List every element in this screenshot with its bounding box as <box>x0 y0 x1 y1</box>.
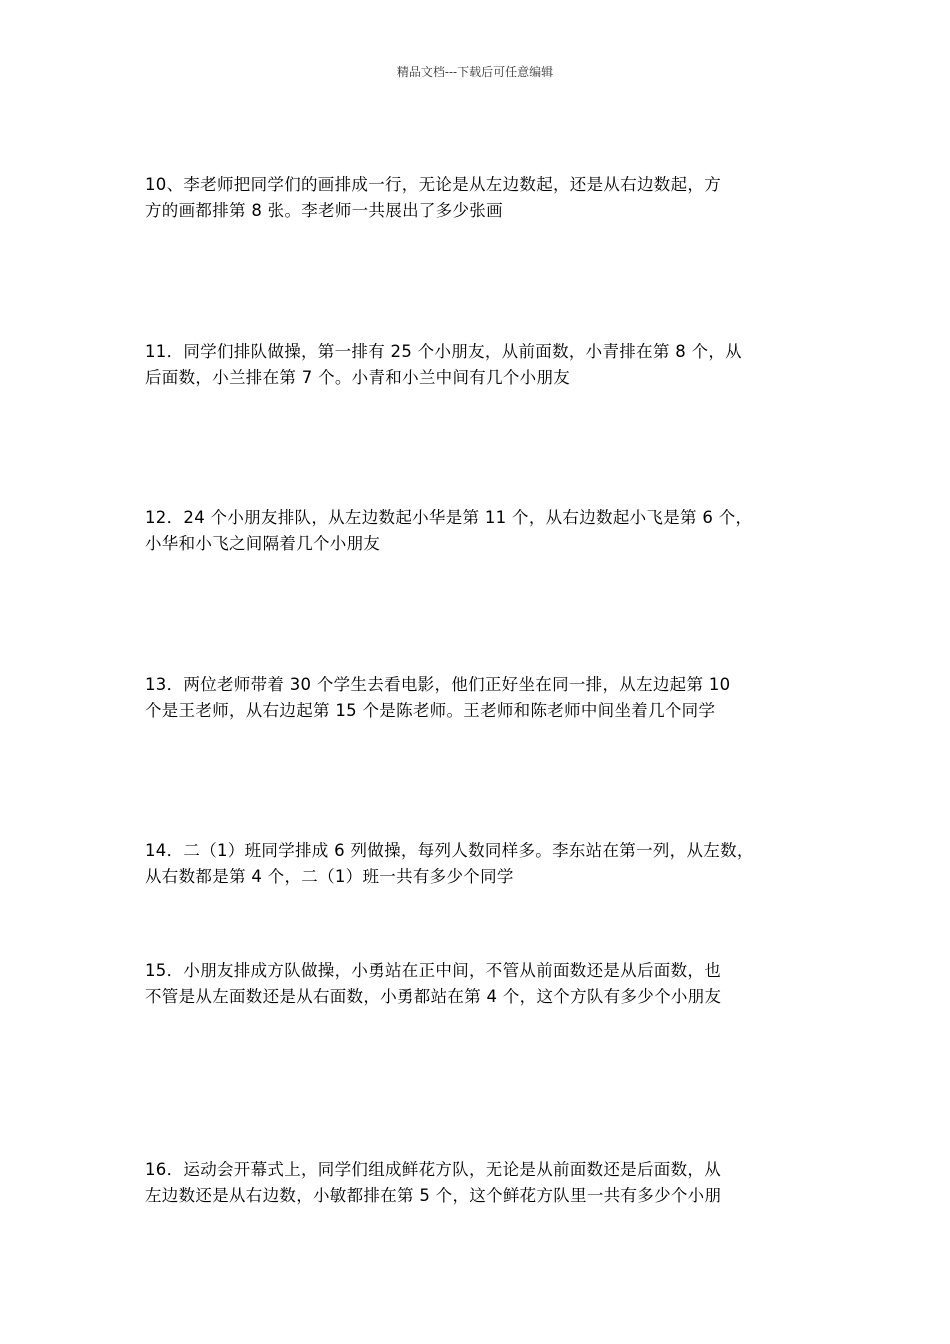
question-line: 13．两位老师带着 30 个学生去看电影，他们正好坐在同一排，从左边起第 10 <box>145 675 731 694</box>
question-line: 12．24 个小朋友排队，从左边数起小华是第 11 个，从右边数起小飞是第 6 个， <box>145 508 753 527</box>
question-line: 16．运动会开幕式上，同学们组成鲜花方队，无论是从前面数还是后面数，从 <box>145 1160 721 1179</box>
question-11 <box>145 339 825 391</box>
question-line: 从右数都是第 4 个，二（1）班一共有多少个同学 <box>145 867 514 886</box>
question-line: 14．二（1）班同学排成 6 列做操，每列人数同样多。李东站在第一列，从左数， <box>145 841 754 860</box>
question-line: 15．小朋友排成方队做操，小勇站在正中间，不管从前面数还是从后面数，也 <box>145 961 721 980</box>
question-line: 个是王老师，从右边起第 15 个是陈老师。王老师和陈老师中间坐着几个同学 <box>145 701 716 720</box>
page-header: 精品文档---下载后可任意编辑 <box>396 65 554 79</box>
question-line: 方的画都排第 8 张。李老师一共展出了多少张画 <box>145 201 503 220</box>
question-14 <box>145 838 825 890</box>
question-12 <box>145 505 825 557</box>
question-line: 小华和小飞之间隔着几个小朋友 <box>145 534 381 553</box>
question-line: 11．同学们排队做操，第一排有 25 个小朋友，从前面数，小青排在第 8 个，从 <box>145 342 742 361</box>
question-10 <box>145 172 825 224</box>
question-13 <box>145 672 825 724</box>
question-line: 左边数还是从右边数，小敏都排在第 5 个，这个鲜花方队里一共有多少个小朋 <box>145 1186 722 1205</box>
question-16 <box>145 1157 825 1209</box>
question-line: 后面数，小兰排在第 7 个。小青和小兰中间有几个小朋友 <box>145 368 571 387</box>
question-line: 10、李老师把同学们的画排成一行，无论是从左边数起，还是从右边数起，方 <box>145 175 721 194</box>
question-15 <box>145 958 825 1010</box>
question-line: 不管是从左面数还是从右面数，小勇都站在第 4 个，这个方队有多少个小朋友 <box>145 987 722 1006</box>
